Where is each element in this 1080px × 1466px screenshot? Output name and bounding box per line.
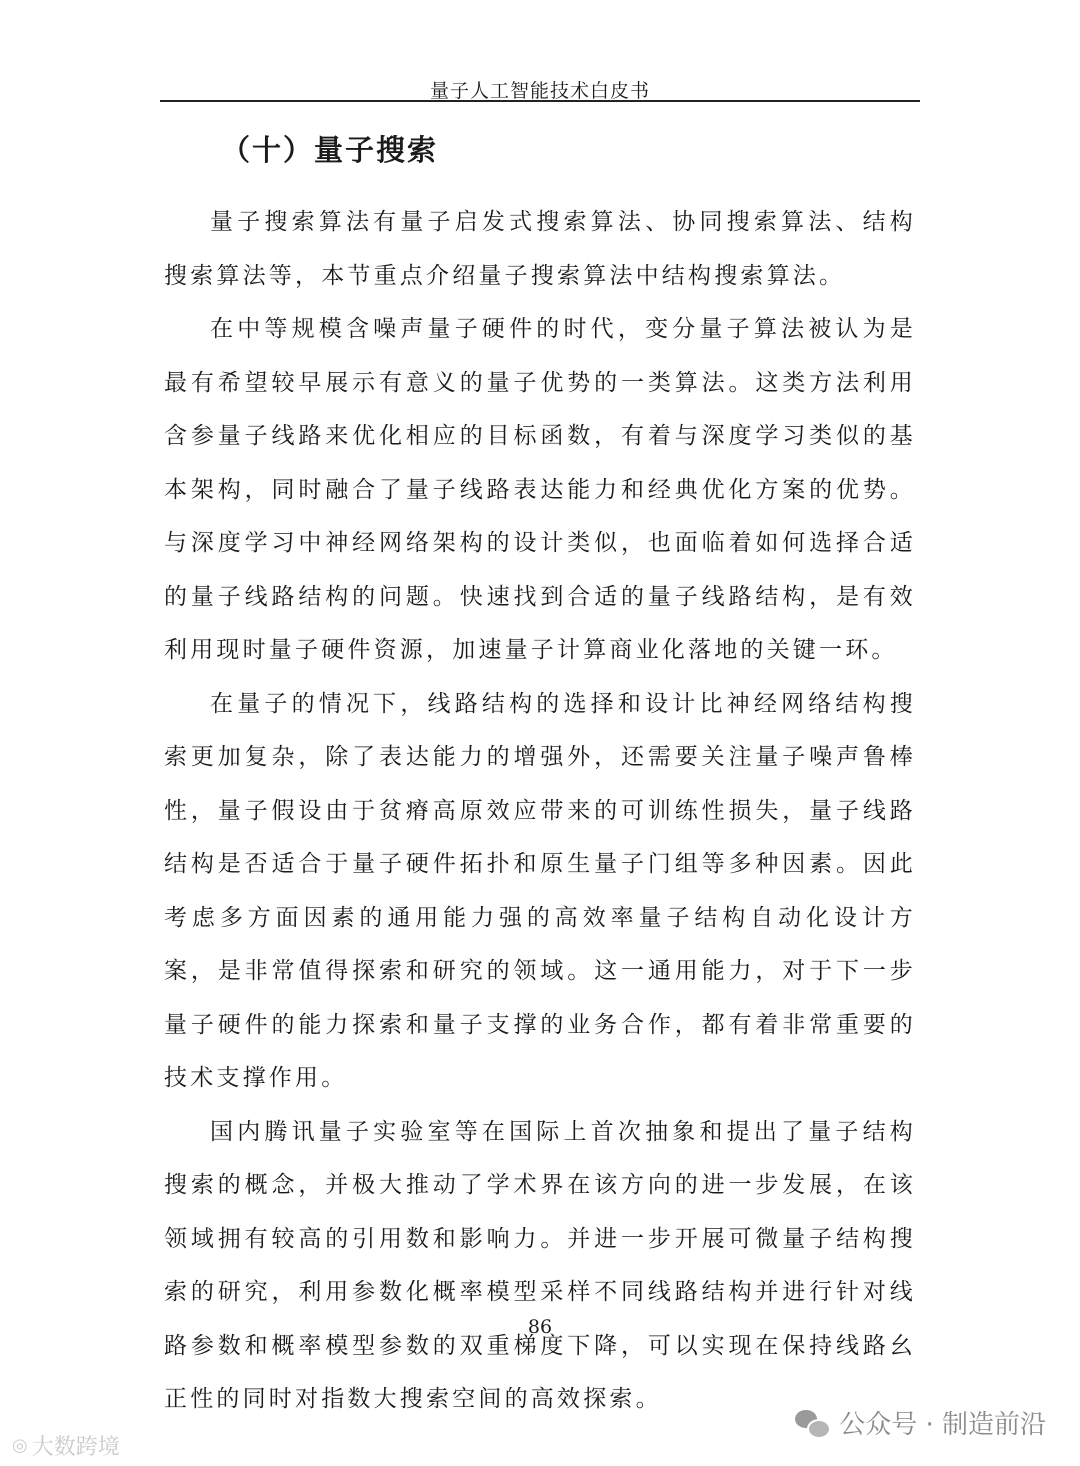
paragraph: 在量子的情况下，线路结构的选择和设计比神经网络结构搜索更加复杂，除了表达能力的增强外，还需要关注量子噪声鲁棒性，量子假设由于贫瘠高原效应带来的可训练性损失，量子线路结构是否适合于量子硬件拓扑和原生量子门组等多种因素。因此考虑多方面因素的通用能力强的高效率量子结构自动化设计方案，是非常值得探索和研究的领域。这一通用能力，对于下一步量子硬件的能力探索和量子支撑的业务合作，都有着非常重要的技术支撑作用。 <box>164 690 916 1091</box>
watermark-left <box>12 1430 120 1461</box>
wechat-icon <box>795 1408 829 1438</box>
body-text <box>164 196 916 1427</box>
paragraph: 在中等规模含噪声量子硬件的时代，变分量子算法被认为是最有希望较早展示有意义的量子优势的一类算法。这类方法利用含参量子线路来优化相应的目标函数，有着与深度学习类似的基本架构，同时融合了量子线路表达能力和经典优化方案的优势。与深度学习中神经网络架构的设计类似，也面临着如何选择合适的量子线路结构的问题。快速找到合适的量子线路结构，是有效利用现时量子硬件资源，加速量子计算商业化落地的关键一环。 <box>164 316 916 663</box>
watermark-right-text: 公众号 · 制造前沿 <box>839 1410 1046 1440</box>
document-header-title: 量子人工智能技术白皮书 <box>429 80 650 102</box>
header-divider <box>160 100 920 102</box>
watermark-logo-icon: ◎ <box>12 1435 28 1456</box>
watermark-left-text: 大数跨境 <box>31 1435 120 1460</box>
watermark-right <box>795 1404 1046 1441</box>
page-number: 86 <box>527 1316 553 1338</box>
paragraph: 量子搜索算法有量子启发式搜索算法、协同搜索算法、结构搜索算法等，本节重点介绍量子搜索算法中结构搜索算法。 <box>164 209 916 289</box>
paragraph: 国内腾讯量子实验室等在国际上首次抽象和提出了量子结构搜索的概念，并极大推动了学术界在该方向的进一步发展，在该领域拥有较高的引用数和影响力。并进一步开展可微量子结构搜索的研究，利用参数化概率模型采样不同线路结构并进行针对线路参数和概率模型参数的双重梯度下降，可以实现在保持线路幺正性的同时对指数大搜索空间的高效探索。 <box>164 1118 916 1412</box>
section-heading: （十）量子搜索 <box>221 133 439 167</box>
